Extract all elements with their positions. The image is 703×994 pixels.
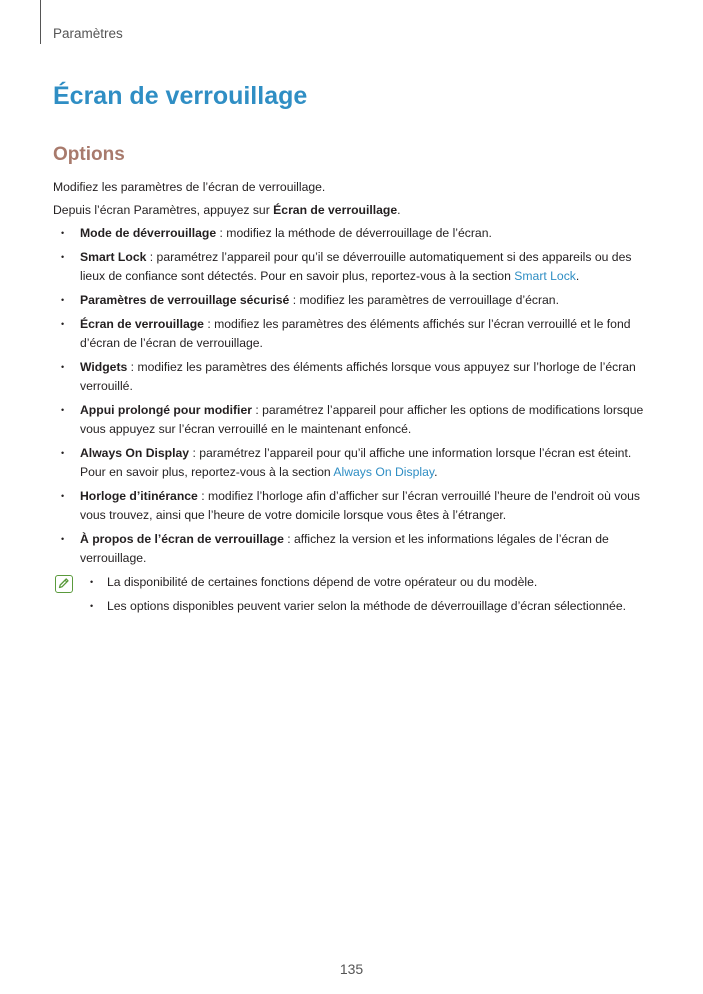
option-term: À propos de l’écran de verrouillage	[80, 532, 284, 546]
option-desc: : paramétrez l’appareil pour qu’il affiche une information lorsque l’écran est éteint. Pour en savoir plus, reportez-vous à la section	[80, 446, 632, 479]
note-item: • Les options disponibles peuvent varier selon la méthode de déverrouillage d’écran sélectionnée.	[107, 597, 653, 616]
smart-lock-link[interactable]: Smart Lock	[514, 269, 576, 283]
option-desc: : modifiez les paramètres de verrouillage d’écran.	[289, 293, 559, 307]
option-desc: : modifiez les paramètres des éléments affichés sur l’écran verrouillé et le fond d’écran de l’écran de verrouillage.	[80, 317, 631, 350]
page-number: 135	[339, 961, 364, 977]
option-desc: : modifiez l’horloge afin d’afficher sur l’écran verrouillé l’heure de l’endroit où vous vous trouvez, ainsi que l’heure de votre domicile lorsque vous êtes à l’étranger.	[80, 489, 640, 522]
option-desc-end: .	[575, 269, 580, 283]
running-header: Paramètres	[53, 26, 123, 41]
instruction-paragraph	[53, 201, 653, 220]
option-desc: : paramétrez l’appareil pour qu’il se déverrouille automatiquement si des appareils ou des lieux de confiance sont détectés. Pour en savoir plus, reportez-vous à la section	[80, 250, 632, 283]
instruction-term: Écran de verrouillage	[273, 203, 398, 217]
notes-list	[107, 573, 653, 616]
option-item-mode-deverrouillage	[53, 224, 653, 243]
note-pencil-icon	[55, 575, 73, 593]
option-term: Smart Lock	[80, 250, 147, 264]
option-item-always-on-display	[53, 444, 653, 482]
option-term: Always On Display	[80, 446, 190, 460]
section-body	[53, 178, 653, 621]
option-term: Écran de verrouillage	[80, 317, 204, 331]
option-item-a-propos	[53, 530, 653, 568]
option-desc: : modifiez la méthode de déverrouillage de l’écran.	[216, 226, 492, 240]
note-item: • La disponibilité de certaines fonctions dépend de votre opérateur ou du modèle.	[107, 573, 653, 592]
option-term: Appui prolongé pour modifier	[80, 403, 252, 417]
option-desc: : affichez la version et les informations légales de l’écran de verrouillage.	[80, 532, 609, 565]
option-desc: : modifiez les paramètres des éléments affichés lorsque vous appuyez sur l’horloge de l’écran verrouillé.	[80, 360, 636, 393]
page-title: Écran de verrouillage	[53, 82, 308, 110]
option-term: Widgets	[80, 360, 128, 374]
option-item-horloge-itinerance	[53, 487, 653, 525]
option-desc-end: .	[434, 465, 438, 479]
option-desc: : paramétrez l’appareil pour afficher les options de modifications lorsque vous appuyez sur l’écran verrouillé en le maintenant enfoncé.	[80, 403, 644, 436]
instruction-end: .	[397, 203, 401, 217]
header-divider	[40, 0, 41, 44]
instruction-text: Depuis l’écran Paramètres, appuyez sur	[53, 203, 274, 217]
option-item-smart-lock	[53, 248, 653, 286]
options-list	[53, 224, 653, 568]
option-item-verrouillage-securise	[53, 291, 653, 310]
note-block	[53, 573, 653, 616]
always-on-display-link[interactable]: Always On Display	[333, 465, 435, 479]
intro-paragraph: Modifiez les paramètres de l’écran de verrouillage.	[53, 180, 326, 194]
option-term: Mode de déverrouillage	[80, 226, 217, 240]
option-item-widgets	[53, 358, 653, 396]
option-item-appui-prolonge	[53, 401, 653, 439]
option-term: Paramètres de verrouillage sécurisé	[80, 293, 290, 307]
section-title: Options	[53, 144, 125, 165]
option-term: Horloge d’itinérance	[80, 489, 198, 503]
option-item-ecran-verrouillage	[53, 315, 653, 353]
